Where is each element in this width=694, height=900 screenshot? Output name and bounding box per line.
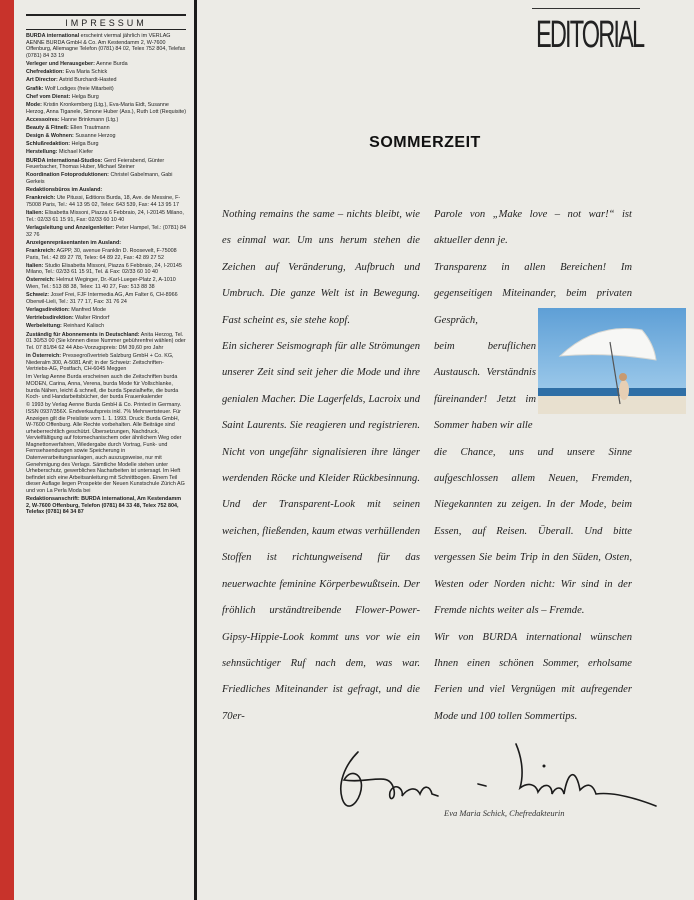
red-edge-strip xyxy=(0,0,14,900)
impressum-entry-text: Manfred Mode xyxy=(69,307,107,314)
impressum-entry xyxy=(26,195,186,208)
impressum-entry-label: Schlußredaktion: xyxy=(26,141,71,148)
impressum-entry-text: Eva Maria Schick xyxy=(64,69,108,76)
impressum-entry xyxy=(26,149,186,156)
impressum-entry-label: Schweiz: xyxy=(26,292,50,299)
impressum-entry-label: Design & Wohnen: xyxy=(26,133,74,140)
impressum-entry xyxy=(26,277,186,290)
article-paragraph: Nothing remains the same – nichts bleibt, wie es einmal war. Um uns herum stehen die Zeichen auf Veränderung, Aufbruch und Umbruch. Die ganze Welt ist in Bewegung. Fast scheint es, sie stehe kopf. xyxy=(222,209,420,326)
impressum-entry-label: Verlagsleitung und Anzeigenleiter: xyxy=(26,224,115,231)
impressum-entry-text: Elisabetta Missoni, Piazza 6 Febbraio, 24, I-20145 Milano, Tel.: 02/33 61 15 91, Fax: 02/33 60 10 40 xyxy=(26,210,184,223)
impressum-column xyxy=(26,14,186,884)
impressum-entry-label: Redaktionsanschrift: BURDA international, Am Kestendamm 2, W-7600 Offenburg, Telefon (0781) 84 33 48, Telex 752 804, Telefax (0781) 84 34 87 xyxy=(26,496,182,516)
impressum-entry-label: Verleger und Herausgeber: xyxy=(26,60,95,67)
impressum-entry-label: Mode: xyxy=(26,101,42,108)
article-column-right xyxy=(434,202,632,730)
section-title: EDITORIAL xyxy=(536,14,644,56)
impressum-entry-text: Pressegroßvertrieb Salzburg GmbH + Co. KG, Niederalm 300, A-5081 Anif; in der Schweiz: Zeitschriften-Vertriebs-AG, Postfach, CH-6045 Meggen xyxy=(26,352,174,373)
impressum-entry xyxy=(26,117,186,124)
impressum-entry xyxy=(26,496,186,516)
impressum-entry xyxy=(26,374,186,400)
impressum-entry xyxy=(26,133,186,140)
impressum-entry-label: Italien: xyxy=(26,210,44,217)
impressum-entry-label: Frankreich: xyxy=(26,195,56,202)
signature-caption: Eva Maria Schick, Chefredakteurin xyxy=(444,808,565,818)
impressum-entry-label: Herstellung: xyxy=(26,149,58,156)
impressum-entry-label: Beauty & Fitneß: xyxy=(26,124,69,131)
impressum-entry-text: © 1993 by Verlag Aenne Burda GmbH & Co. Printed in Germany. ISSN 0937/356X. Endverkaufspreis inkl. 7% Mehrwertsteuer. Für Anzeigen gilt die Preisliste vom 1. 1. 1993. Druck: Burda GmbH, W-7600 Offenburg. Alle Rechte vorbehalten. Alle Beiträge sind urheberrechtlich geschützt. Übersetzungen, Nachdruck, Vervielfältigung auf fotomechanischem oder ähnlichem Weg oder Magnettonverfahren, Wiedergabe durch Vortrag, Funk- und Fernsehsendungen sowie Speicherung in Datenverarbeitungsanlagen, auch auszugsweise, nur mit Genehmigung des Verlags. Sämtliche Modelle stehen unter Urheberschutz, gewerbliches Nacharbeiten ist untersagt. Im Heft befindet sich eine Arbeitsanleitung mit Schnittbogen. Einem Teil dieser Auflage liegen Prospekte der Neuen Kunstschule Zürich AG und von La Perla Moda bei xyxy=(26,402,185,495)
impressum-entry-label: Redaktionsbüros im Ausland: xyxy=(26,187,103,194)
column-divider xyxy=(194,0,197,900)
impressum-entry-text: Christel Gabelmann, Gabi Gerkeis xyxy=(26,172,173,185)
article-paragraph: die Chance, uns und unsere Sinne aufgeschlossen allem Neuen, Fremden, Niegekannten zu zeigen. In der Mode, beim Essen, auf Reisen. Überall. Und bitte vergessen Sie beim Trip in den Süden, Osten, Westen oder Norden nicht: Wir sind in der Fremde nichts weiter als – Fremde. xyxy=(434,446,632,617)
impressum-entry xyxy=(26,210,186,223)
article-column-left xyxy=(222,202,420,730)
impressum-entry xyxy=(26,187,186,194)
impressum-entry-text: Wolf Lodiges (freie Mitarbeit) xyxy=(43,85,114,92)
impressum-body xyxy=(26,33,186,516)
impressum-entry-label: BURDA international xyxy=(26,33,80,39)
impressum-entry-text: Ellen Trautmann xyxy=(68,124,110,131)
impressum-entry-text: Walter Rindorf xyxy=(73,315,110,322)
impressum-entry xyxy=(26,61,186,68)
impressum-entry-text: Kristin Kronkemberg (Ltg.), Eva-Maria Eidt, Susanne Herzog, Anna Tiganele, Simone Huber (Ass.), Ruth Lott (Requisite) xyxy=(26,101,186,115)
impressum-entry-label: Zuständig für Abonnements in Deutschland: xyxy=(26,331,140,338)
impressum-heading: IMPRESSUM xyxy=(26,14,186,30)
impressum-entry-text: Anita Herzog, Tel. 01 30/53 00 (Sie können diese Nummer gebührenfrei wählen) oder Tel. 07 81/84 62 44 Abo-Vorzugspreis: DM 39,60 pro Jahr xyxy=(26,331,186,351)
impressum-entry xyxy=(26,86,186,93)
editorial-top-rule xyxy=(532,8,640,9)
impressum-entry xyxy=(26,125,186,132)
impressum-entry-text: Ute Pitussi, Editions Burda, 18, Ave. de Messine, F-75008 Paris, Tel.: 44 13 95 02, Telex: 643 539, Fax: 44 13 95 17 xyxy=(26,195,181,208)
impressum-entry xyxy=(26,402,186,494)
impressum-entry-label: Vertriebsdirektion: xyxy=(26,315,74,322)
impressum-entry-label: in Österreich: xyxy=(26,352,62,359)
impressum-entry xyxy=(26,240,186,247)
impressum-entry xyxy=(26,33,186,59)
impressum-entry-text: Helga Burg xyxy=(70,141,99,148)
impressum-entry-text: Hanne Brinkmann (Ltg.) xyxy=(59,116,119,123)
article-paragraph: Parole von „Make love – not war!“ ist aktueller denn je. xyxy=(434,209,632,247)
impressum-entry-label: Österreich: xyxy=(26,277,55,284)
impressum-entry-text: Im Verlag Aenne Burda erscheinen auch die Zeitschriften burda MODEN, Carina, Anna, Verena, burda Mode für Vollschlanke, burda Nähen, leicht & schnell, die burda Spezialhefte, die burda Koch- und Handarbeitsbücher, der burda Frauenkalender xyxy=(26,374,179,401)
impressum-entry xyxy=(26,172,186,185)
impressum-entry xyxy=(26,307,186,314)
impressum-entry-label: Chefredaktion: xyxy=(26,69,65,76)
impressum-entry-text: Helmut Weginger, Dr.-Karl-Lueger-Platz 2, A-1010 Wien, Tel.: 513 88 38, Telex: 11 40 27, Fax: 513 88 38 xyxy=(26,277,176,291)
impressum-entry xyxy=(26,263,186,276)
impressum-entry xyxy=(26,69,186,76)
beach-umbrella-photo xyxy=(538,308,686,414)
impressum-entry xyxy=(26,94,186,101)
impressum-entry xyxy=(26,77,186,84)
impressum-entry xyxy=(26,353,186,373)
article-headline: SOMMERZEIT xyxy=(369,134,481,151)
impressum-entry-text: Reinhard Kalisch xyxy=(61,323,105,330)
article-paragraph: beim beruflichen Austausch. Verständnis füreinander! Jetzt im Sommer haben wir alle xyxy=(434,341,536,432)
impressum-entry-label: Koordination Fotoproduktionen: xyxy=(26,172,109,179)
impressum-entry xyxy=(26,315,186,322)
impressum-entry-text: Susanne Herzog xyxy=(73,133,116,140)
impressum-entry xyxy=(26,102,186,115)
impressum-entry xyxy=(26,292,186,305)
impressum-entry xyxy=(26,158,186,171)
impressum-entry-label: Anzeigenrepräsentanten im Ausland: xyxy=(26,239,122,246)
impressum-entry-text: erscheint viermal jährlich im VERLAG AENNE BURDA GmbH & Co. Am Kestendamm 2, W-7600 Offenburg, Allemagne Telefon (0781) 84 02, Telex 752 804, Telefax (0781) 84 33 19 xyxy=(26,33,186,59)
impressum-entry-text: Helga Burg xyxy=(70,93,99,100)
impressum-entry xyxy=(26,332,186,352)
impressum-entry-text: Aenne Burda xyxy=(94,60,128,67)
impressum-entry xyxy=(26,225,186,238)
impressum-entry-label: Grafik: xyxy=(26,85,44,92)
impressum-entry-label: Frankreich: xyxy=(26,247,56,254)
impressum-entry-label: Verlagsdirektion: xyxy=(26,307,70,314)
impressum-entry-text: Astrid Burchardt-Hasted xyxy=(57,77,117,84)
impressum-entry xyxy=(26,248,186,261)
impressum-entry-text: Studio Elisabetta Missoni, Piazza 6 Febbraio, 24, I-20145 Milano, Tel.: 02/33 61 15 91, Tel. & Fax: 02/33 60 10 40 xyxy=(26,262,182,276)
impressum-entry-label: Art Director: xyxy=(26,77,58,84)
article-paragraph: Ein sicherer Seismograph für alle Strömungen unserer Zeit sind seit jeher die Mode und ihre genialen Macher. Die Lagerfelds, Lacroix und Saint Laurents. Sie reagieren und registrieren. Nicht von ungefähr signalisieren ihre länger werdenden Röcke und Kleider Rückbesinnung. Und der Transparent-Look mit seinen weichen, fließenden, kaum etwas verhüllenden Stoffen ist richtungweisend für das neuerwachte feminine Körperbewußtsein. Der fröhlich urständtreibende Flower-Power-Gipsy-Hippie-Look kommt uns vor wie ein sehnsüchtiger Ruf nach dem, was war. Friedliches Miteinander ist gefragt, und die 70er- xyxy=(222,341,420,722)
impressum-entry-text: Josef Frei, FJF Intermedia AG, Am Falter 6, CH-8966 Oberwil-Lieli, Tel.: 31 77 17, Fax: 31 76 24 xyxy=(26,292,178,305)
article-paragraph: Wir von BURDA international wünschen Ihnen einen schönen Sommer, erholsame Ferien und viel Vergnügen mit aufregender Mode und 100 tollen Sommertips. xyxy=(434,631,632,722)
impressum-entry-text: Michael Kiefer xyxy=(57,149,94,156)
impressum-entry-label: Accessoires: xyxy=(26,116,60,123)
impressum-entry-label: Chef vom Dienst: xyxy=(26,93,71,100)
impressum-entry xyxy=(26,323,186,330)
impressum-entry-text: Peter Hampel, Tel.: (0781) 84 32 76 xyxy=(26,224,186,238)
impressum-entry-text: AGPP, 30, avenue Franklin D. Roosevelt, F-75008 Paris, Tel.: 42 89 27 78, Telex: 64 89 22, Fax: 42 89 27 52 xyxy=(26,247,177,261)
impressum-entry-label: Italien: xyxy=(26,262,44,269)
impressum-entry-label: Werbeleitung: xyxy=(26,323,62,330)
impressum-entry-label: BURDA international-Studios: xyxy=(26,157,103,164)
article-paragraph: Transparenz in allen Bereichen! Im gegenseitigen Miteinander, beim privaten Gespräch, xyxy=(434,261,632,326)
impressum-entry-text: Gerd Feierabend, Günter Feuerbacher, Thomas Huber, Michael Steiner xyxy=(26,157,165,171)
impressum-entry xyxy=(26,141,186,148)
